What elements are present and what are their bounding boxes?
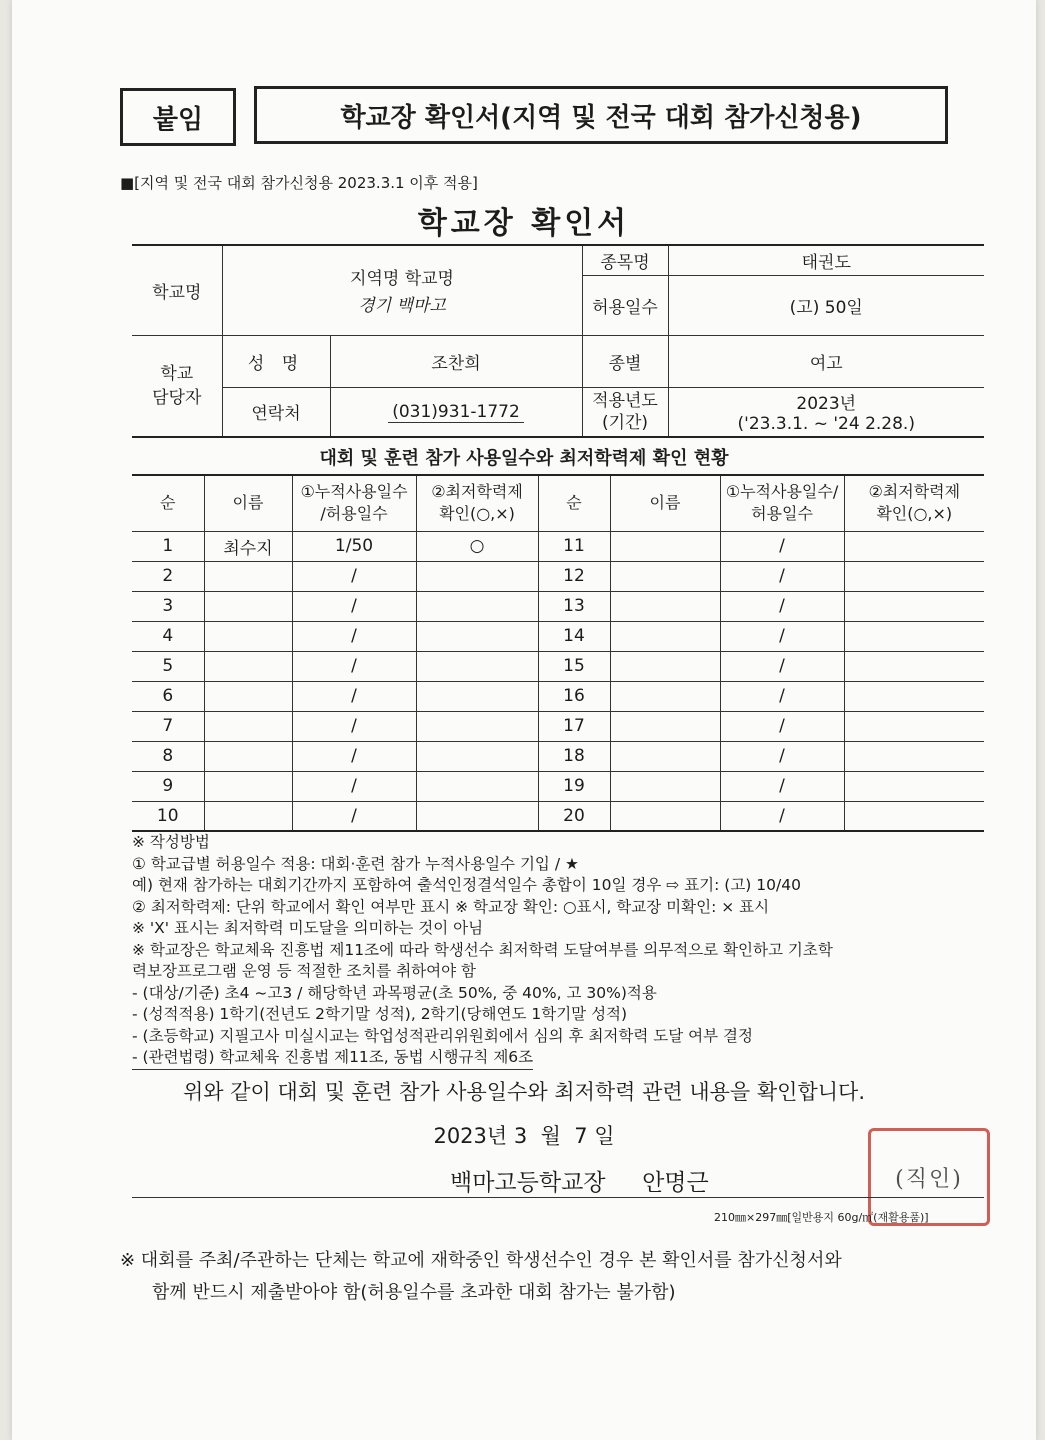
col-name-2: 이름 [610,475,720,531]
records-section-title: 대회 및 훈련 참가 사용일수와 최저학력제 확인 현황 [319,448,729,469]
col-days: ①누적사용일수 /허용일수 [292,475,416,531]
row-no-2: 12 [538,561,610,591]
school-cell [222,245,582,335]
row-days: / [292,771,416,801]
note-line: - (초등학교) 지필고사 미실시교는 학업성적관리위원회에서 심의 후 최저학력 도달 여부 결정 [132,1026,753,1045]
row-no: 9 [132,771,204,801]
row-days-2: / [720,591,844,621]
row-days: / [292,801,416,831]
row-name [204,741,292,771]
principal-signature: 백마고등학교장 안명근 [450,1170,709,1196]
row-check-2 [844,591,984,621]
row-days: / [292,591,416,621]
col-no: 순 [132,475,204,531]
confirmation-statement: 위와 같이 대회 및 훈련 참가 사용일수와 최저학력 관련 내용을 확인합니다. [182,1080,865,1104]
signature-divider [132,1197,984,1198]
row-name-2 [610,651,720,681]
submission-note-line-1: ※ 대회를 주최/주관하는 단체는 학교에 재학중인 학생선수인 경우 본 확인서를 참가신청서와 [120,1250,842,1271]
row-name [204,591,292,621]
row-no: 8 [132,741,204,771]
row-no: 10 [132,801,204,831]
row-name [204,651,292,681]
manager-label: 학교 담당자 [132,335,222,437]
table-row [132,531,984,561]
row-check-2 [844,531,984,561]
note-line: - (대상/기준) 초4 ~고3 / 해당학년 과목평균(초 50%, 중 40%, 고 30%)적용 [132,983,657,1002]
row-no-2: 20 [538,801,610,831]
row-check-2 [844,771,984,801]
note-line: ※ 작성방법 [132,833,210,851]
row-days: / [292,621,416,651]
table-row [132,771,984,801]
row-no-2: 16 [538,681,610,711]
note-line: ※ 'X' 표시는 최저학력 미도달을 의미하는 것이 아님 [132,919,484,937]
row-name-2 [610,771,720,801]
row-no-2: 14 [538,621,610,651]
records-table [132,474,984,832]
row-check-2 [844,651,984,681]
row-days-2: / [720,531,844,561]
row-name-2 [610,711,720,741]
row-days-2: / [720,711,844,741]
note-line: ② 최저학력제: 단위 학교에서 확인 여부만 표시 ※ 학교장 확인: ○표시, 학교장 미확인: × 표시 [132,897,770,916]
note-line: 력보장프로그램 운영 등 적절한 조치를 취하여야 함 [132,962,476,980]
allowed-days-label: 허용일수 [582,275,668,335]
row-name-2 [610,531,720,561]
table-row [132,711,984,741]
table-row [132,621,984,651]
row-check [416,621,538,651]
row-check [416,561,538,591]
form-subtitle: ■[지역 및 전국 대회 참가신청용 2023.3.1 이후 적용] [120,174,478,192]
row-check [416,651,538,681]
note-line: 예) 현재 참가하는 대회기간까지 포함하여 출석인정결석일수 총합이 10일 경우 ⇨ 표기: (고) 10/40 [132,876,801,894]
row-check-2 [844,801,984,831]
table-row [132,651,984,681]
row-check: ○ [416,531,538,561]
row-no-2: 19 [538,771,610,801]
row-days-2: / [720,741,844,771]
row-name [204,621,292,651]
row-check-2 [844,561,984,591]
row-name: 최수지 [204,531,292,561]
event-label: 종목명 [582,245,668,275]
row-days-2: / [720,771,844,801]
row-days: / [292,651,416,681]
row-name-2 [610,801,720,831]
row-no: 2 [132,561,204,591]
banner-title-box [254,86,948,144]
row-check [416,801,538,831]
row-no-2: 11 [538,531,610,561]
row-name [204,681,292,711]
col-name: 이름 [204,475,292,531]
row-days: / [292,561,416,591]
school-value: 경기 백마고 [358,296,446,317]
table-row [132,561,984,591]
note-line: ※ 학교장은 학교체육 진흥법 제11조에 따라 학생선수 최저학력 도달여부를 의무적으로 확인하고 기초학 [132,940,833,959]
row-no-2: 13 [538,591,610,621]
year-label: 적용년도 (기간) [582,387,668,437]
note-line: - (성적적용) 1학기(전년도 2학기말 성적), 2학기(당해연도 1학기말 성적) [132,1005,628,1023]
year-value: 2023년 [796,394,857,415]
row-check-2 [844,741,984,771]
row-check [416,741,538,771]
row-check-2 [844,681,984,711]
row-name-2 [610,681,720,711]
event-value: 태권도 [668,245,984,275]
row-days-2: / [720,621,844,651]
table-row [132,741,984,771]
contact-label: 연락처 [222,387,330,437]
row-no: 7 [132,711,204,741]
school-info-table [132,244,984,438]
row-check [416,681,538,711]
banner-title: 학교장 확인서(지역 및 전국 대회 참가신청용) [340,102,862,133]
school-hint: 지역명 학교명 [350,269,454,290]
row-days-2: / [720,681,844,711]
school-label: 학교명 [132,245,222,335]
gender-label: 종별 [582,335,668,387]
row-no-2: 18 [538,741,610,771]
submission-note-line-2: 함께 반드시 제출받아야 함(허용일수를 초과한 대회 참가는 불가함) [152,1282,676,1303]
contact-value: (031)931-1772 [388,402,524,423]
issue-date: 2023년 3 월 7 일 [433,1124,615,1148]
year-cell [668,387,984,437]
row-check [416,711,538,741]
row-no-2: 17 [538,711,610,741]
row-check-2 [844,711,984,741]
name-value: 조찬희 [330,335,582,387]
row-check-2 [844,621,984,651]
row-days-2: / [720,801,844,831]
table-row [132,801,984,831]
allowed-days-value: (고) 50일 [668,275,984,335]
document-title: 학교장 확인서 [417,206,631,241]
row-check [416,591,538,621]
name-label: 성 명 [222,335,330,387]
table-row [132,591,984,621]
seal-mark: (직인) [895,1166,963,1192]
row-name [204,801,292,831]
paper-spec: 210㎜×297㎜[일반용지 60g/㎡(재활용품)] [714,1211,929,1224]
attachment-tag-text: 붙임 [152,104,204,135]
row-days-2: / [720,561,844,591]
row-name-2 [610,621,720,651]
row-name-2 [610,741,720,771]
row-name [204,561,292,591]
row-no: 6 [132,681,204,711]
row-days: 1/50 [292,531,416,561]
col-days-2: ①누적사용일수/ 허용일수 [720,475,844,531]
col-no-2: 순 [538,475,610,531]
row-no: 4 [132,621,204,651]
row-name [204,771,292,801]
row-name [204,711,292,741]
document-page [12,0,1036,1440]
row-days: / [292,741,416,771]
row-days: / [292,681,416,711]
row-no: 3 [132,591,204,621]
col-check: ②최저학력제 확인(○,×) [416,475,538,531]
row-no: 5 [132,651,204,681]
gender-value: 여고 [668,335,984,387]
row-days-2: / [720,651,844,681]
row-no-2: 15 [538,651,610,681]
note-line: - (관련법령) 학교체육 진흥법 제11조, 동법 시행규칙 제6조 [132,1047,533,1070]
table-row [132,681,984,711]
contact-cell [330,387,582,437]
note-line: ① 학교급별 허용일수 적용: 대회·훈련 참가 누적사용일수 기입 / ★ [132,854,579,873]
row-name-2 [610,591,720,621]
row-days: / [292,711,416,741]
col-check-2: ②최저학력제 확인(○,×) [844,475,984,531]
row-check [416,771,538,801]
row-no: 1 [132,531,204,561]
instructions [132,832,992,1070]
row-name-2 [610,561,720,591]
attachment-tag [120,88,236,146]
year-period: ('23.3.1. ~ '24 2.28.) [737,414,915,435]
